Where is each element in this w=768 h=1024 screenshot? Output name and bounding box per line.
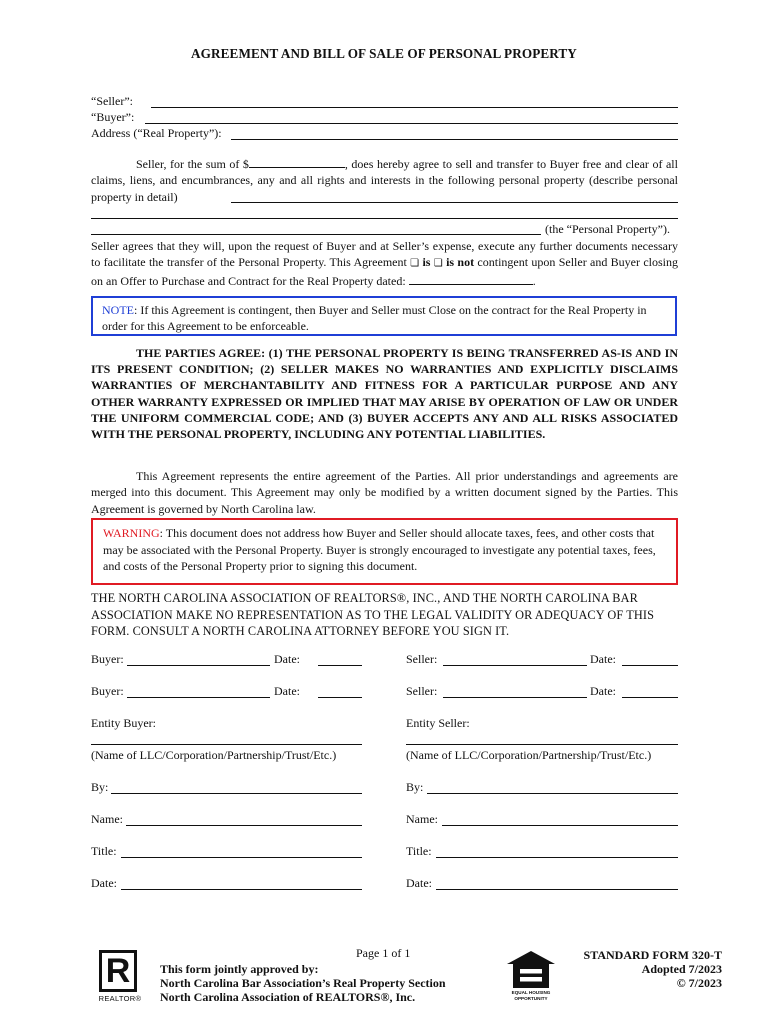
seller-field[interactable]: [151, 107, 678, 108]
contingency-text-a: Seller agrees that they will, upon the request of Buyer and at Seller’s expense, execute any further documents necessary to facilitate the transfer of the Personal Property. This Agreement: [91, 239, 678, 270]
buyer-field[interactable]: [145, 123, 678, 124]
is-label: is: [419, 255, 434, 270]
buyer-title-label: Title:: [91, 844, 117, 858]
buyer2-date-field[interactable]: [318, 697, 362, 698]
parties-agree-paragraph: [91, 345, 678, 442]
buyer-date-field[interactable]: [121, 889, 362, 890]
parties-agree-text: THE PARTIES AGREE: (1) THE PERSONAL PROPERTY IS BEING TRANSFERRED AS-IS AND IN ITS PRESENT CONDITION; (2) SELLER MAKES NO WARRANTIES AND EXPLICITLY DISCLAIMS WARRANTIES OF MERCHANTABILITY AND FITNESS FOR A PARTICULAR PURPOSE AND ANY OTHER WARRANTY EXPRESSED OR IMPLIED THAT MAY ARISE BY OPERATION OF LAW OR UNDER THE UNIFORM COMMERCIAL CODE; AND (3) BUYER ACCEPTS ANY AND ALL RISKS ASSOCIATED WITH THE PERSONAL PROPERTY, INCLUDING ANY POTENTIAL LIABILITIES.: [91, 346, 678, 442]
warning-label: WARNING: [103, 526, 160, 540]
contingency-paragraph: [91, 238, 678, 289]
property-field-2[interactable]: [91, 218, 678, 219]
seller-date-label: Date:: [406, 876, 432, 890]
contract-date-field[interactable]: [409, 274, 533, 285]
buyer-name-label: Name:: [91, 812, 123, 826]
realtor-logo-text: REALTOR®: [98, 994, 142, 1003]
seller1-date-field[interactable]: [622, 665, 678, 666]
equal-housing-text: EQUAL HOUSING OPPORTUNITY: [511, 990, 551, 1001]
sale-paragraph: [91, 156, 678, 205]
entity-seller-name-caption: (Name of LLC/Corporation/Partnership/Trust/Etc.): [406, 748, 652, 762]
seller2-label: Seller:: [406, 684, 438, 698]
entire-agreement-paragraph: [91, 468, 678, 517]
bar-association: North Carolina Bar Association’s Real Property Section: [160, 976, 446, 990]
is-not-label: is not: [442, 255, 475, 270]
seller2-date-field[interactable]: [622, 697, 678, 698]
seller-name-field[interactable]: [442, 825, 678, 826]
seller2-date-label: Date:: [590, 684, 616, 698]
buyer2-date-label: Date:: [274, 684, 300, 698]
sale-text-a: Seller, for the sum of $: [136, 157, 249, 171]
realtor-logo: [95, 950, 145, 1004]
equal-housing-house-icon: [505, 950, 557, 990]
entity-buyer-name-caption: (Name of LLC/Corporation/Partnership/Trust/Etc.): [91, 748, 337, 762]
buyer1-date-field[interactable]: [318, 665, 362, 666]
seller-name-label: Name:: [406, 812, 438, 826]
note-text: : If this Agreement is contingent, then Buyer and Seller must Close on the contract for the Real Property in order for this Agreement to be enforceable.: [102, 303, 647, 333]
contingency-period: .: [532, 273, 536, 288]
standard-form: STANDARD FORM 320-T: [583, 948, 722, 962]
buyer1-date-label: Date:: [274, 652, 300, 666]
buyer-title-field[interactable]: [121, 857, 362, 858]
note-label: NOTE: [102, 303, 134, 317]
entire-agreement-text: This Agreement represents the entire agreement of the Parties. All prior understandings and agreements are merged into this document. This Agreement may only be modified by a written document signed by the Parties. This Agreement is governed by North Carolina law.: [91, 469, 678, 516]
buyer2-label: Buyer:: [91, 684, 124, 698]
contingency-text-b: contingent upon Seller and Buyer closing on an Offer to Purchase and Contract for the Real Property dated:: [91, 255, 678, 288]
entity-seller-field[interactable]: [406, 744, 678, 745]
buyer-name-field[interactable]: [126, 825, 362, 826]
address-label: Address (“Real Property”):: [91, 126, 222, 140]
property-field-1[interactable]: [231, 202, 678, 203]
equal-housing-logo: [505, 950, 557, 1002]
buyer2-signature-field[interactable]: [127, 697, 270, 698]
seller2-signature-field[interactable]: [443, 697, 587, 698]
seller-date-field[interactable]: [436, 889, 678, 890]
adopted-date: Adopted 7/2023: [641, 962, 722, 976]
seller-label: “Seller”:: [91, 94, 133, 108]
copyright: © 7/2023: [676, 976, 722, 990]
approved-by: This form jointly approved by:: [160, 962, 319, 976]
address-field[interactable]: [231, 139, 678, 140]
entity-seller-label: Entity Seller:: [406, 716, 470, 730]
entity-buyer-label: Entity Buyer:: [91, 716, 156, 730]
is-checkbox[interactable]: ❏: [410, 258, 420, 270]
seller1-label: Seller:: [406, 652, 438, 666]
buyer-date-label: Date:: [91, 876, 117, 890]
is-not-checkbox[interactable]: ❏: [433, 258, 443, 270]
buyer-by-field[interactable]: [111, 793, 362, 794]
realtor-r-icon: R: [99, 950, 137, 992]
seller1-date-label: Date:: [590, 652, 616, 666]
warning-box: [91, 518, 678, 585]
entity-buyer-field[interactable]: [91, 744, 362, 745]
form-title: AGREEMENT AND BILL OF SALE OF PERSONAL PROPERTY: [191, 46, 577, 61]
seller-by-field[interactable]: [427, 793, 678, 794]
sale-text-b: , does hereby agree to sell and transfer to Buyer free and clear of all claims, liens, and encumbrances, any and all rights and interests in the following personal property (describe personal property in detail): [91, 157, 678, 204]
buyer1-label: Buyer:: [91, 652, 124, 666]
buyer1-signature-field[interactable]: [127, 665, 270, 666]
realtors-association: North Carolina Association of REALTORS®, Inc.: [160, 990, 416, 1004]
note-box: [91, 296, 677, 336]
buyer-by-label: By:: [91, 780, 109, 794]
warning-text: : This document does not address how Buyer and Seller should allocate taxes, fees, and other costs that may be associated with the Personal Property. Buyer is strongly encouraged to investigate any potential taxes, fees, and costs of the Personal Property prior to signing this document.: [103, 526, 656, 573]
property-field-3[interactable]: [91, 234, 541, 235]
seller1-signature-field[interactable]: [443, 665, 587, 666]
page-number: Page 1 of 1: [356, 946, 411, 960]
personal-property-tag: (the “Personal Property”).: [545, 222, 670, 236]
seller-title-field[interactable]: [436, 857, 678, 858]
buyer-label: “Buyer”:: [91, 110, 135, 124]
sum-field[interactable]: [249, 157, 345, 168]
seller-title-label: Title:: [406, 844, 432, 858]
seller-by-label: By:: [406, 780, 424, 794]
disclaimer: THE NORTH CAROLINA ASSOCIATION OF REALTORS®, INC., AND THE NORTH CAROLINA BAR ASSOCIATION MAKE NO REPRESENTATION AS TO THE LEGAL VALIDITY OR ADEQUACY OF THIS FORM. CONSULT A NORTH CAROLINA ATTORNEY BEFORE YOU SIGN IT.: [91, 591, 655, 639]
